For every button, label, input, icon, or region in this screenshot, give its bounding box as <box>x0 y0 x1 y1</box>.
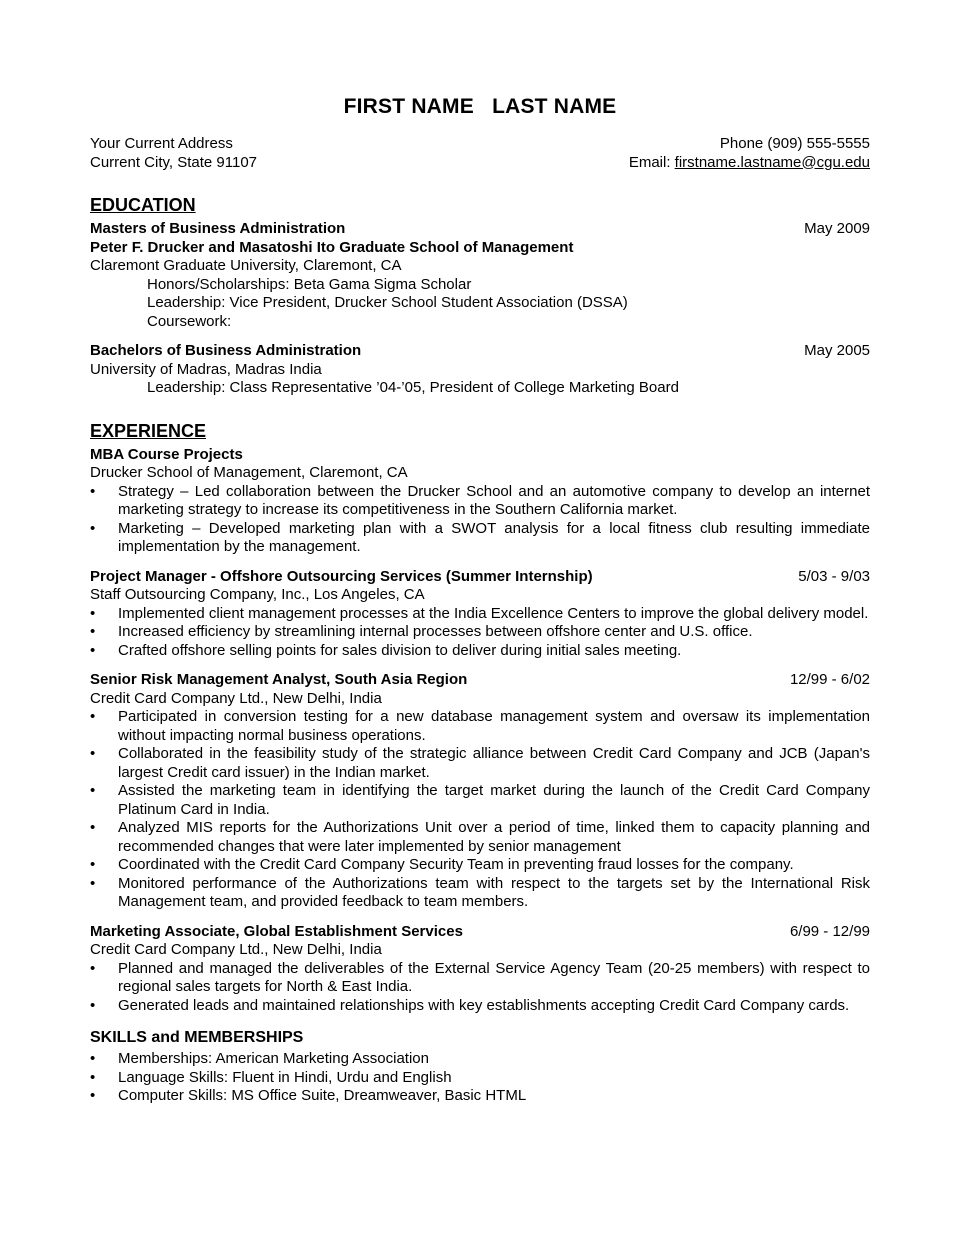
detail-line: Honors/Scholarships: Beta Gama Sigma Scholar <box>147 275 472 293</box>
bullet-list <box>90 960 870 1016</box>
address-block <box>90 135 257 172</box>
degree-title: Bachelors of Business Administration <box>90 342 362 359</box>
email-link[interactable]: firstname.lastname@cgu.edu <box>674 153 870 171</box>
job-title: Marketing Associate, Global Establishment Services <box>90 922 463 940</box>
experience-entry <box>90 671 870 912</box>
entry-header <box>90 220 870 239</box>
entry-header <box>90 568 870 587</box>
bullet-item: • Marketing – Developed marketing plan with a SWOT analysis for a local fitness club resulting immediate implementation by the management. <box>90 520 870 557</box>
skills-list <box>90 1050 870 1106</box>
bullet-item: • Analyzed MIS reports for the Authorizations Unit over a period of time, linked them to capacity planning and recommended changes that were later implemented by senior management <box>90 819 870 856</box>
organization: Staff Outsourcing Company, Inc., Los Angeles, CA <box>90 586 425 603</box>
skill-item: • Memberships: American Marketing Association <box>90 1050 870 1069</box>
phone-email-block <box>629 135 870 172</box>
address-line-2: Current City, State 91107 <box>90 153 258 171</box>
experience-entry <box>90 568 870 661</box>
address-line-1: Your Current Address <box>90 135 233 152</box>
skills-heading: SKILLS and MEMBERSHIPS <box>90 1029 304 1046</box>
contact-block <box>90 135 870 172</box>
detail-line: Coursework: <box>147 312 232 330</box>
job-title: MBA Course Projects <box>90 445 243 463</box>
university-name: University of Madras, Madras India <box>90 360 322 378</box>
education-entry-mba <box>90 220 870 331</box>
job-date: 12/99 - 6/02 <box>789 671 870 688</box>
bullet-item: • Generated leads and maintained relationships with key establishments accepting Credit Card Company cards. <box>90 997 870 1016</box>
bullet-item: • Assisted the marketing team in identifying the target market during the launch of the Credit Card Company Platinum Card in India. <box>90 782 870 819</box>
bullet-item: • Monitored performance of the Authorizations team with respect to the targets set by the International Risk Management team, and provided feedback to team members. <box>90 875 870 912</box>
organization: Drucker School of Management, Claremont, CA <box>90 464 408 481</box>
experience-heading: EXPERIENCE <box>90 420 207 441</box>
bullet-list <box>90 483 870 557</box>
candidate-name <box>90 94 870 120</box>
resume-page <box>90 94 870 1106</box>
entry-header <box>90 923 870 942</box>
bullet-item: • Implemented client management processes at the India Excellence Centers to improve the global delivery model. <box>90 605 870 624</box>
bullet-item: • Participated in conversion testing for a new database management system and oversaw its implementation without impacting normal business operations. <box>90 708 870 745</box>
bullet-list <box>90 605 870 661</box>
degree-date: May 2005 <box>804 342 870 359</box>
organization: Credit Card Company Ltd., New Delhi, India <box>90 941 382 958</box>
bullet-item: • Planned and managed the deliverables of the External Service Agency Team (20-25 members) with respect to regional sales targets for North & East India. <box>90 960 870 997</box>
degree-title: Masters of Business Administration <box>90 220 346 237</box>
last-name: LAST NAME <box>492 95 617 118</box>
entry-header <box>90 671 870 690</box>
job-date: 5/03 - 9/03 <box>798 567 870 585</box>
entry-header <box>90 446 870 465</box>
bullet-item: • Increased efficiency by streamlining internal processes between offshore center and U.S. office. <box>90 623 870 642</box>
entry-header <box>90 342 870 361</box>
degree-date: May 2009 <box>804 220 870 237</box>
education-heading: EDUCATION <box>90 195 196 215</box>
email-label: Email: <box>628 153 675 171</box>
first-name: FIRST NAME <box>343 95 474 118</box>
education-entry-bba <box>90 342 870 398</box>
bullet-item: • Collaborated in the feasibility study of the strategic alliance between Credit Card Company and JCB (Japan's largest Credit card issuer) in the Indian market. <box>90 745 870 782</box>
detail-line: Leadership: Class Representative ’04-’05, President of College Marketing Board <box>147 379 679 396</box>
skill-item: • Computer Skills: MS Office Suite, Dreamweaver, Basic HTML <box>90 1087 870 1106</box>
organization: Credit Card Company Ltd., New Delhi, India <box>90 689 382 707</box>
skill-item: • Language Skills: Fluent in Hindi, Urdu and English <box>90 1069 870 1088</box>
detail-line: Leadership: Vice President, Drucker School Student Association (DSSA) <box>147 294 628 311</box>
experience-entry <box>90 923 870 1016</box>
university-name: Claremont Graduate University, Claremont, CA <box>90 257 402 274</box>
bullet-item: • Strategy – Led collaboration between the Drucker School and an automotive company to develop an internet marketing strategy to increase its competitiveness in the Southern California market. <box>90 483 870 520</box>
experience-entry <box>90 446 870 557</box>
phone: Phone (909) 555-5555 <box>719 135 870 152</box>
job-title: Senior Risk Management Analyst, South Asia Region <box>90 671 468 688</box>
bullet-item: • Coordinated with the Credit Card Company Security Team in preventing fraud losses for the company. <box>90 856 870 875</box>
school-name: Peter F. Drucker and Masatoshi Ito Graduate School of Management <box>90 238 574 256</box>
job-date: 6/99 - 12/99 <box>789 922 870 940</box>
bullet-list <box>90 708 870 912</box>
job-title: Project Manager - Offshore Outsourcing Services (Summer Internship) <box>90 567 593 585</box>
bullet-item: • Crafted offshore selling points for sales division to deliver during initial sales meeting. <box>90 642 870 661</box>
email-line <box>629 154 870 173</box>
